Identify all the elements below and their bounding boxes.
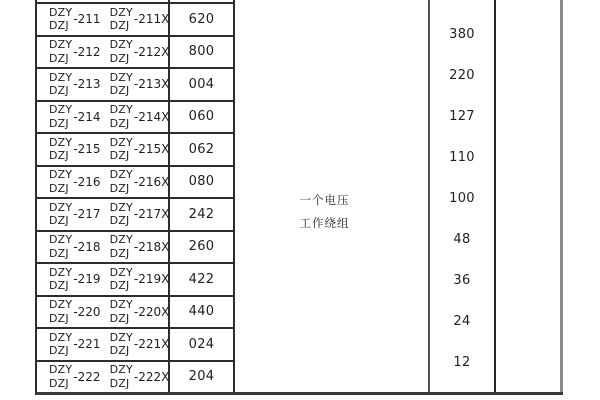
brand-top-label: DZY <box>109 168 133 182</box>
voltage-column <box>430 0 494 392</box>
brand-bottom-label: DZJ <box>109 149 130 163</box>
table-row <box>37 69 233 102</box>
winding-cell <box>235 0 428 392</box>
code-value-cell: 024 <box>188 336 215 352</box>
model-suffix: -218 <box>73 239 101 254</box>
brand-stack <box>110 168 133 195</box>
table-row <box>37 232 233 265</box>
table-bottom-line <box>35 392 563 395</box>
brand-bottom-label: DZJ <box>109 51 130 65</box>
model-suffix: -219 <box>73 272 101 287</box>
table-row <box>37 329 233 362</box>
model-group-plain <box>49 6 101 33</box>
brand-stack <box>110 71 133 98</box>
brand-bottom-label: DZJ <box>109 181 130 195</box>
brand-stack <box>49 233 72 260</box>
code-value-cell: 204 <box>188 369 215 385</box>
table-row <box>37 4 233 37</box>
brand-top-label: DZY <box>49 135 73 149</box>
model-pair-cell <box>37 134 170 165</box>
brand-stack <box>110 38 133 65</box>
code-value-cell: 242 <box>188 206 215 222</box>
model-group-x <box>110 136 170 163</box>
brand-bottom-label: DZJ <box>109 246 130 260</box>
model-group-x <box>110 331 170 358</box>
brand-bottom-label: DZJ <box>109 376 130 390</box>
brand-top-label: DZY <box>109 233 133 247</box>
code-value-cell: 060 <box>188 109 215 125</box>
brand-top-label: DZY <box>109 70 133 84</box>
brand-stack <box>110 298 133 325</box>
brand-bottom-label: DZJ <box>49 246 69 260</box>
code-value-cell: 004 <box>188 76 215 92</box>
brand-stack <box>49 201 72 228</box>
brand-stack <box>110 136 133 163</box>
model-group-plain <box>49 201 101 228</box>
table-row <box>37 134 233 167</box>
model-group-x <box>110 71 170 98</box>
brand-top-label: DZY <box>49 168 73 182</box>
brand-stack <box>110 103 133 130</box>
brand-top-label: DZY <box>49 70 73 84</box>
brand-bottom-label: DZJ <box>49 311 69 325</box>
model-suffix: -220 <box>73 304 101 319</box>
brand-top-label: DZY <box>49 38 73 52</box>
model-group-x <box>110 6 170 33</box>
voltage-value: 100 <box>449 191 475 206</box>
model-suffix-x: -217X <box>133 207 170 222</box>
model-pair-cell <box>37 102 170 133</box>
model-pair-cell <box>37 4 170 35</box>
brand-stack <box>49 136 72 163</box>
model-suffix-x: -214X <box>133 109 170 124</box>
brand-stack <box>49 266 72 293</box>
model-suffix: -215 <box>73 142 101 157</box>
brand-top-label: DZY <box>109 298 133 312</box>
winding-label-line1: 一个电压 <box>299 193 350 207</box>
brand-top-label: DZY <box>109 38 133 52</box>
brand-bottom-label: DZJ <box>109 19 130 33</box>
brand-top-label: DZY <box>49 298 73 312</box>
model-group-x <box>110 201 170 228</box>
model-group-plain <box>49 266 101 293</box>
model-suffix-x: -211X <box>133 12 170 27</box>
brand-bottom-label: DZJ <box>109 214 130 228</box>
brand-bottom-label: DZJ <box>49 51 69 65</box>
code-value-cell: 800 <box>188 44 215 60</box>
brand-top-label: DZY <box>109 200 133 214</box>
brand-bottom-label: DZJ <box>49 19 69 33</box>
voltage-value: 12 <box>453 355 471 370</box>
brand-top-label: DZY <box>109 265 133 279</box>
model-group-plain <box>49 298 101 325</box>
model-pair-cell <box>37 199 170 230</box>
voltage-value: 110 <box>449 150 475 165</box>
model-suffix-x: -221X <box>133 337 170 352</box>
code-value-cell: 260 <box>188 239 215 255</box>
table-row <box>37 297 233 330</box>
table-row <box>37 37 233 70</box>
empty-column <box>496 0 560 392</box>
brand-stack <box>49 38 72 65</box>
brand-bottom-label: DZJ <box>109 311 130 325</box>
model-suffix-x: -222X <box>133 369 170 384</box>
voltage-value: 24 <box>453 314 471 329</box>
model-suffix: -213 <box>73 77 101 92</box>
brand-stack <box>110 331 133 358</box>
brand-bottom-label: DZJ <box>109 116 130 130</box>
brand-stack <box>49 363 72 390</box>
code-value-cell: 062 <box>188 141 215 157</box>
model-group-plain <box>49 71 101 98</box>
brand-top-label: DZY <box>49 363 73 377</box>
model-group-x <box>110 103 170 130</box>
code-value-cell: 620 <box>188 11 215 27</box>
brand-bottom-label: DZJ <box>109 279 130 293</box>
brand-bottom-label: DZJ <box>49 344 69 358</box>
voltage-value: 380 <box>449 27 475 42</box>
model-suffix-x: -219X <box>133 272 170 287</box>
model-group-plain <box>49 331 101 358</box>
model-group-x <box>110 298 170 325</box>
brand-stack <box>110 6 133 33</box>
model-pair-cell <box>37 69 170 100</box>
winding-label <box>235 189 414 235</box>
brand-stack <box>49 6 72 33</box>
brand-bottom-label: DZJ <box>109 84 130 98</box>
brand-top-label: DZY <box>49 103 73 117</box>
model-pair-cell <box>37 329 170 360</box>
brand-top-label: DZY <box>109 330 133 344</box>
brand-stack <box>49 168 72 195</box>
brand-top-label: DZY <box>49 5 73 19</box>
model-suffix-x: -213X <box>133 77 170 92</box>
winding-label-line2: 工作绕组 <box>299 216 350 230</box>
model-group-x <box>110 168 170 195</box>
brand-top-label: DZY <box>109 103 133 117</box>
voltage-value: 220 <box>449 68 475 83</box>
model-group-x <box>110 363 170 390</box>
model-suffix-x: -215X <box>133 142 170 157</box>
code-value-cell: 440 <box>188 304 215 320</box>
brand-top-label: DZY <box>109 135 133 149</box>
table-row <box>37 102 233 135</box>
code-value-cell: 422 <box>188 271 215 287</box>
model-table <box>37 4 233 392</box>
brand-stack <box>49 298 72 325</box>
model-pair-cell <box>37 232 170 263</box>
brand-bottom-label: DZJ <box>49 149 69 163</box>
brand-bottom-label: DZJ <box>49 214 69 228</box>
model-group-plain <box>49 363 101 390</box>
brand-bottom-label: DZJ <box>49 181 69 195</box>
model-suffix: -211 <box>73 12 101 27</box>
voltage-value: 127 <box>449 109 475 124</box>
model-suffix: -212 <box>73 44 101 59</box>
model-group-x <box>110 266 170 293</box>
brand-top-label: DZY <box>109 5 133 19</box>
model-pair-cell <box>37 264 170 295</box>
brand-bottom-label: DZJ <box>49 84 69 98</box>
model-suffix-x: -218X <box>133 239 170 254</box>
brand-bottom-label: DZJ <box>49 376 69 390</box>
model-group-plain <box>49 136 101 163</box>
model-suffix-x: -220X <box>133 304 170 319</box>
brand-stack <box>110 233 133 260</box>
model-group-plain <box>49 103 101 130</box>
model-suffix: -214 <box>73 109 101 124</box>
model-group-plain <box>49 233 101 260</box>
brand-bottom-label: DZJ <box>109 344 130 358</box>
model-group-plain <box>49 38 101 65</box>
table-row <box>37 199 233 232</box>
brand-bottom-label: DZJ <box>49 279 69 293</box>
brand-stack <box>49 71 72 98</box>
code-value-cell: 080 <box>188 174 215 190</box>
brand-bottom-label: DZJ <box>49 116 69 130</box>
model-suffix: -216 <box>73 174 101 189</box>
model-suffix: -222 <box>73 369 101 384</box>
model-suffix: -221 <box>73 337 101 352</box>
brand-top-label: DZY <box>49 330 73 344</box>
model-suffix: -217 <box>73 207 101 222</box>
model-pair-cell <box>37 362 170 393</box>
table-row <box>37 264 233 297</box>
model-suffix-x: -216X <box>133 174 170 189</box>
model-pair-cell <box>37 37 170 68</box>
brand-top-label: DZY <box>49 265 73 279</box>
model-group-x <box>110 233 170 260</box>
brand-stack <box>110 201 133 228</box>
brand-stack <box>49 331 72 358</box>
brand-top-label: DZY <box>109 363 133 377</box>
table-row <box>37 167 233 200</box>
table-right-border-line <box>560 0 563 394</box>
model-suffix-x: -212X <box>133 44 170 59</box>
model-group-x <box>110 38 170 65</box>
brand-top-label: DZY <box>49 233 73 247</box>
table-row <box>37 362 233 393</box>
voltage-value: 48 <box>453 232 471 247</box>
brand-stack <box>110 266 133 293</box>
brand-top-label: DZY <box>49 200 73 214</box>
brand-stack <box>110 363 133 390</box>
brand-stack <box>49 103 72 130</box>
model-pair-cell <box>37 297 170 328</box>
model-pair-cell <box>37 167 170 198</box>
voltage-value: 36 <box>453 273 471 288</box>
model-group-plain <box>49 168 101 195</box>
